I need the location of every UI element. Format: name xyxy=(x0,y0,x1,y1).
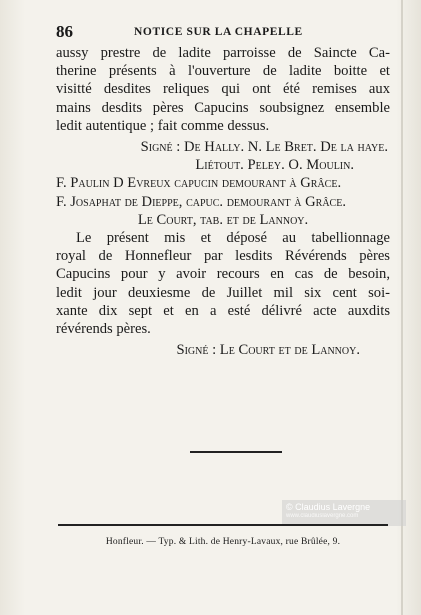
page-header xyxy=(56,22,391,42)
text-line: royal de Honnefleur par lesdits Révérends pères xyxy=(56,248,390,265)
text-line: xante dix sept et en a esté délivré acte auxdits xyxy=(56,302,390,319)
watermark-name: © Claudius Lavergne xyxy=(286,502,371,512)
signature-line: Signé : De Hally. N. Le Bret. De la haye. xyxy=(140,139,388,156)
watermark-url: www.claudiuslavergne.com xyxy=(286,513,359,519)
running-head: NOTICE SUR LA CHAPELLE xyxy=(134,26,303,38)
text-line: Capucins pour y avoir recours en cas de besoin, xyxy=(56,266,390,283)
printer-imprint: Honfleur. — Typ. & Lith. de Henry-Lavaux, rue Brûlée, 9. xyxy=(105,537,341,547)
copyright-watermark xyxy=(282,500,406,526)
text-line: ledit autentique ; fait comme dessus. xyxy=(56,117,270,134)
page-body xyxy=(56,44,390,359)
text-line: visitté desdites reliques qui ont été remises aux xyxy=(56,81,390,98)
section-divider xyxy=(190,451,282,453)
signature-line: Le Court, tab. et de Lannoy. xyxy=(137,211,309,228)
final-signature: Signé : Le Court et de Lannoy. xyxy=(176,342,360,359)
text-line: révérends pères. xyxy=(56,321,151,338)
text-line: Le présent mis et déposé au tabellionnage xyxy=(76,230,390,247)
page-number: 86 xyxy=(56,22,73,41)
text-line: mains desdits pères Capucins soubsignez ensemble xyxy=(56,99,390,116)
signature-line: F. Paulin D Evreux capucin demourant à Grâce. xyxy=(56,175,342,192)
footer-rule xyxy=(58,524,388,526)
text-line: aussy prestre de ladite parroisse de Saincte Ca- xyxy=(56,45,390,61)
signature-line: F. Josaphat de Dieppe, capuc. demourant à Grâce. xyxy=(56,193,346,210)
text-line: ledit jour deuxiesme de Juillet mil six cent soi- xyxy=(56,284,390,301)
signature-line: Liétout. Peley. O. Moulin. xyxy=(195,157,354,174)
text-line: therine présents à l'ouverture de ladite boitte et xyxy=(56,63,390,80)
